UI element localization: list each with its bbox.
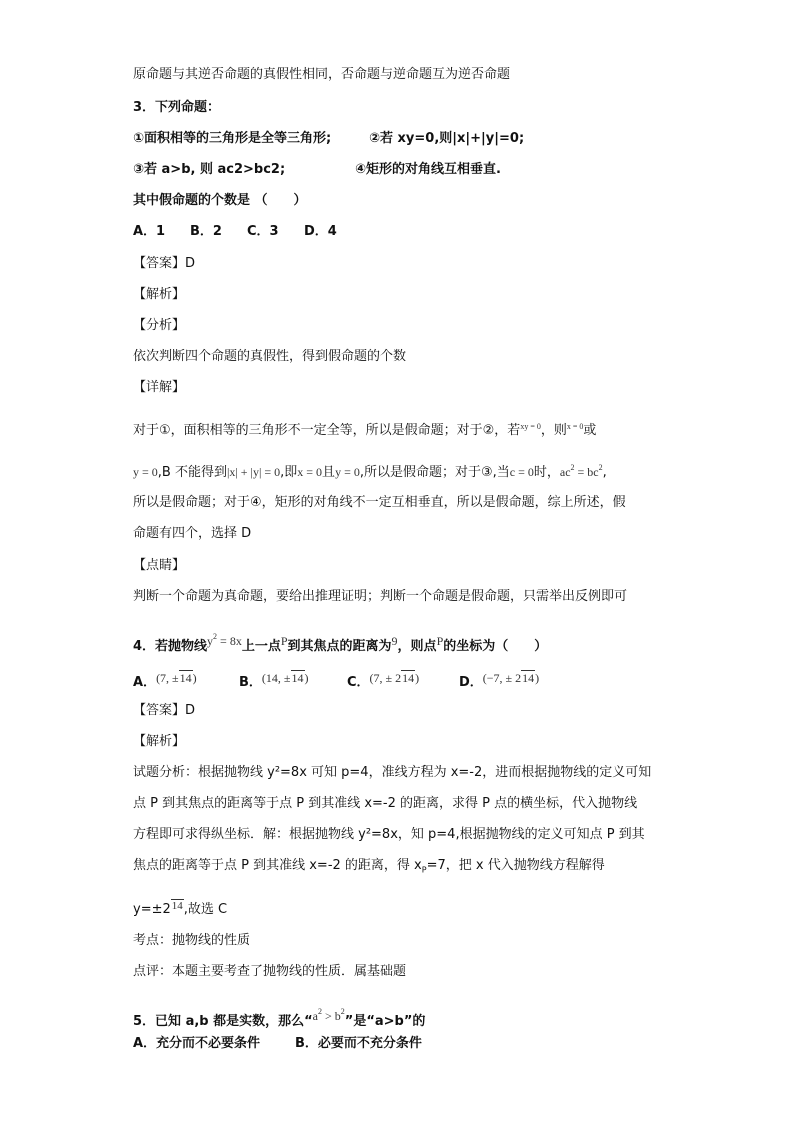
math-a2-gt-b2: [313, 1009, 345, 1023]
math-abs-sum: |x| + |y| = 0: [226, 465, 281, 479]
math-p: P: [280, 634, 288, 648]
math-run: ac: [559, 465, 571, 479]
text-run: ,即: [280, 465, 298, 480]
q3-detail-line-4: 命题有四个，选择 D: [133, 526, 252, 541]
q4-options: [133, 666, 593, 690]
text-run: ,所以是假命题；对于③,当: [359, 465, 510, 480]
option-math: [370, 670, 420, 685]
radicand: 14: [402, 671, 415, 685]
q3-statement-1: ①面积相等的三角形是全等三角形;: [133, 131, 332, 146]
math-run: > b: [322, 1009, 341, 1023]
option-math: [483, 670, 539, 685]
q3-statement-4: ④矩形的对角线互相垂直.: [355, 162, 501, 177]
math-run: ): [304, 671, 309, 685]
q3-dianjing-text: 判断一个命题为真命题，要给出推理证明；判断一个命题是假命题，只需举出反例即可: [133, 589, 628, 604]
math-run: ): [535, 671, 540, 685]
q3-statements-row-1: [133, 130, 525, 148]
text-run: 且: [322, 465, 336, 480]
text-run: y=±2: [133, 902, 171, 917]
math-y-eq-0: y = 0: [335, 465, 360, 479]
q5-title: [133, 1003, 425, 1031]
option-letter: D．: [459, 675, 483, 690]
superscript: 2: [213, 632, 218, 641]
q3-answer: 【答案】D: [133, 256, 196, 271]
q4-option-b: [239, 669, 309, 692]
math-c-eq-0: c = 0: [509, 465, 534, 479]
text-run: 或: [583, 423, 597, 438]
text-run: ,故选 C: [183, 902, 228, 917]
text-run: ,: [602, 465, 607, 480]
q3-fenxi-heading: 【分析】: [133, 318, 186, 333]
text-run: 上一点: [241, 639, 281, 654]
q3-option-a: A．1: [133, 224, 166, 239]
q4-jiexi-heading: 【解析】: [133, 734, 186, 749]
text-run: 时，: [533, 465, 560, 480]
q4-analysis-line-3: 方程即可求得纵坐标．解：根据抛物线 y²=8x，知 p=4,根据抛物线的定义可知点 P 到其: [133, 827, 645, 842]
text-run: 4．若抛物线: [133, 639, 208, 654]
superscript: 2: [570, 463, 575, 472]
q3-xiangjie-heading: 【详解】: [133, 380, 186, 395]
option-letter: B．: [239, 675, 262, 690]
q3-statements-row-2: [133, 161, 501, 179]
q4-analysis-line-4: [133, 857, 605, 880]
superscript: 2: [598, 463, 603, 472]
math-parabola: [207, 634, 242, 648]
intro-line: 原命题与其逆否命题的真假性相同，否命题与逆命题互为逆否命题: [133, 67, 511, 82]
text-run: 焦点的距离等于点 P 到其准线 x=-2 的距离，得 x: [133, 858, 422, 873]
text-run: 到其焦点的距离为: [287, 639, 392, 654]
superscript: 2: [340, 1007, 345, 1016]
q4-option-d: [459, 669, 539, 692]
q3-question: 其中假命题的个数是 （ ）: [133, 193, 307, 208]
math-ac2-eq-bc2: [560, 465, 603, 479]
radicand: 14: [171, 900, 183, 912]
option-math: [156, 670, 197, 685]
q3-detail-line-2: [133, 459, 607, 482]
q3-title: 3．下列命题：: [133, 100, 221, 115]
q3-statement-3: ③若 a>b, 则 ac2>bc2;: [133, 162, 286, 177]
q4-analysis-line-1: 试题分析：根据抛物线 y²=8x 可知 p=4，准线方程为 x=-2，进而根据抛物线的定义可知: [133, 765, 652, 780]
option-letter: C．: [347, 675, 370, 690]
radicand: 14: [291, 671, 304, 685]
radicand: 14: [179, 671, 192, 685]
q5-options: [133, 1035, 453, 1053]
q4-kaodian: 考点：抛物线的性质: [133, 933, 251, 948]
q5-option-a: A．充分而不必要条件: [133, 1036, 261, 1051]
text-run: =7，把 x 代入抛物线方程解得: [426, 858, 605, 873]
math-run: ): [415, 671, 420, 685]
text-run: 的坐标为（ ）: [443, 639, 548, 654]
q5-option-b: B．必要而不充分条件: [295, 1036, 422, 1051]
q3-options: [133, 223, 433, 241]
q3-statement-2: ②若 xy=0,则|x|+|y|=0;: [369, 131, 525, 146]
math-run: (−7, ± 2: [482, 671, 522, 685]
text-run: 对于①，面积相等的三角形不一定全等，所以是假命题；对于②，若: [133, 423, 521, 438]
math-y-eq-0: y = 0: [133, 465, 158, 479]
radicand: 14: [522, 671, 535, 685]
q3-jiexi-heading: 【解析】: [133, 287, 186, 302]
math-run: a: [312, 1009, 318, 1023]
option-math: [262, 670, 309, 685]
q4-answer: 【答案】D: [133, 703, 196, 718]
q4-analysis-line-2: 点 P 到其焦点的距离等于点 P 到其准线 x=-2 的距离，求得 P 点的横坐标，代入抛物线: [133, 796, 638, 811]
math-run: = 8x: [217, 634, 242, 648]
math-run: ): [192, 671, 197, 685]
q4-dianping: 点评：本题主要考查了抛物线的性质．属基础题: [133, 964, 407, 979]
option-letter: A．: [133, 675, 157, 690]
q3-option-b: B．2: [190, 224, 222, 239]
math-run: (7, ± 2: [369, 671, 402, 685]
q3-dianjing-heading: 【点睛】: [133, 558, 186, 573]
math-xy-eq-0: xy = 0: [520, 422, 541, 431]
subscript: P: [421, 865, 427, 875]
superscript: 2: [318, 1007, 322, 1016]
text-run: ”是“a>b”的: [344, 1014, 426, 1029]
math-run: y: [207, 634, 214, 648]
q4-option-c: [347, 669, 419, 692]
q4-title: [133, 628, 547, 656]
text-run: 5．已知 a,b 都是实数，那么“: [133, 1014, 313, 1029]
text-run: ，则点: [397, 639, 437, 654]
math-run: (7, ±: [156, 671, 179, 685]
math-9: 9: [391, 634, 398, 648]
q3-option-c: C．3: [247, 224, 279, 239]
q3-option-d: D．4: [304, 224, 337, 239]
q4-option-a: [133, 669, 197, 692]
math-x-eq-0: x = 0: [297, 465, 323, 479]
q3-detail-line-3: 所以是假命题；对于④，矩形的对角线不一定互相垂直，所以是假命题，综上所述，假: [133, 495, 626, 510]
math-run: = bc: [574, 465, 599, 479]
math-run: (14, ±: [261, 671, 291, 685]
math-x-eq-0: x = 0: [566, 422, 584, 431]
text-run: ，则: [540, 423, 567, 438]
text-run: ,B 不能得到: [157, 465, 227, 480]
q4-analysis-line-5: [133, 897, 227, 919]
q3-detail-line-1: [133, 418, 596, 440]
q3-fenxi-text: 依次判断四个命题的真假性，得到假命题的个数: [133, 349, 407, 364]
math-p: P: [436, 634, 444, 648]
